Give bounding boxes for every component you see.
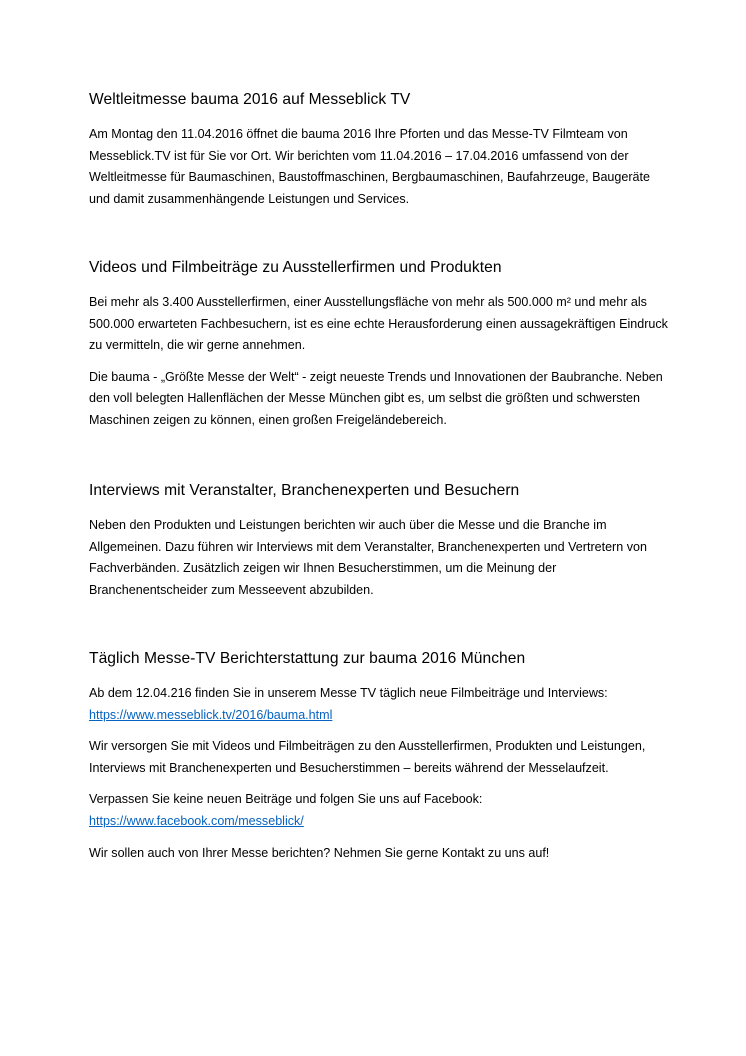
section-heading: Interviews mit Veranstalter, Branchenexperten und Besuchern <box>89 482 520 499</box>
paragraph: Am Montag den 11.04.2016 öffnet die bauma 2016 Ihre Pforten und das Messe-TV Filmteam von Messeblick.TV ist für Sie vor Ort. Wir berichten vom 11.04.2016 – 17.04.2016 umfassend von der Weltleitmesse für Baumaschinen, Baustoffmaschinen, Bergbaumaschinen, Baufahrzeuge, Baugeräte und damit zusammenhängende Leistungen und Services. <box>89 127 650 206</box>
section-heading: Täglich Messe-TV Berichterstattung zur bauma 2016 München <box>89 650 526 667</box>
paragraph: Die bauma - „Größte Messe der Welt“ - zeigt neueste Trends und Innovationen der Baubranche. Neben den voll belegten Hallenflächen der Messe München gibt es, um selbst die größten und schwersten Maschinen zeigen zu können, einen großen Freigeländebereich. <box>89 369 663 427</box>
section-interviews <box>89 481 669 611</box>
paragraph <box>89 683 669 726</box>
messeblick-bauma-link[interactable]: https://www.messeblick.tv/2016/bauma.html <box>89 707 333 722</box>
paragraph <box>89 789 669 832</box>
paragraph: Bei mehr als 3.400 Ausstellerfirmen, einer Ausstellungsfläche von mehr als 500.000 m² und mehr als 500.000 erwarteten Fachbesuchern, ist es eine echte Herausforderung einen aussagekräftigen Eindruck zu vermitteln, die wir gerne annehmen. <box>89 295 668 353</box>
section-videos <box>89 258 669 442</box>
paragraph: Neben den Produkten und Leistungen berichten wir auch über die Messe und die Branche im Allgemeinen. Dazu führen wir Interviews mit dem Veranstalter, Branchenexperten und Vertretern von Fachverbänden. Zusätzlich zeigen wir Ihnen Besucherstimmen, um die Meinung der Branchenentscheider zum Messeevent abzubilden. <box>89 518 647 597</box>
section-heading: Weltleitmesse bauma 2016 auf Messeblick TV <box>89 91 411 108</box>
paragraph-text: Verpassen Sie keine neuen Beiträge und folgen Sie uns auf Facebook: <box>89 792 483 807</box>
paragraph: Wir sollen auch von Ihrer Messe berichten? Nehmen Sie gerne Kontakt zu uns auf! <box>89 845 550 860</box>
paragraph-text: Ab dem 12.04.216 finden Sie in unserem Messe TV täglich neue Filmbeiträge und Interviews: <box>89 686 608 700</box>
section-daily-coverage <box>89 649 669 874</box>
facebook-link[interactable]: https://www.facebook.com/messeblick/ <box>89 813 304 828</box>
section-heading: Videos und Filmbeiträge zu Ausstellerfirmen und Produkten <box>89 259 502 276</box>
paragraph: Wir versorgen Sie mit Videos und Filmbeiträgen zu den Ausstellerfirmen, Produkten und Leistungen, Interviews mit Branchenexperten und Besucherstimmen – bereits während der Messelaufzeit. <box>89 739 646 775</box>
section-bauma-intro <box>89 90 669 220</box>
